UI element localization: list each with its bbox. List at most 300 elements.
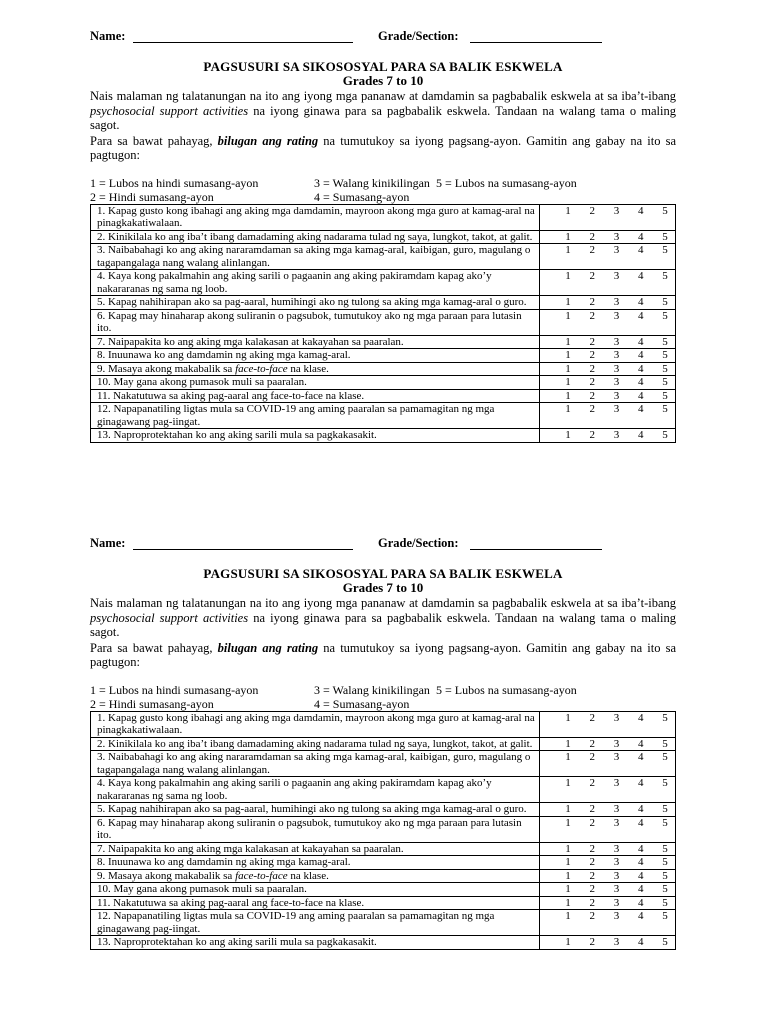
rating-scale-legend: [90, 176, 676, 204]
rating-options: [540, 897, 675, 910]
rating-cell: [540, 296, 676, 310]
table-row: [91, 816, 676, 842]
rating-cell: [540, 309, 676, 335]
scale-item-5: 5 = Lubos na sumasang-ayon: [436, 682, 577, 697]
rating-option-3[interactable]: 3: [613, 816, 620, 829]
rating-options: [540, 244, 675, 257]
statement-text: 13. Naproprotektahan ko ang aking sarili mula sa pagkakasakit.: [97, 429, 377, 441]
statement-text: 2. Kinikilala ko ang iba’t ibang damadaming aking nadarama tulad ng saya, lungkot, takot, at galit.: [97, 230, 533, 243]
rating-option-2[interactable]: 2: [589, 737, 595, 750]
statement-cell: [91, 896, 540, 910]
table-row: [91, 309, 676, 335]
rating-cell: [540, 869, 676, 883]
survey-table-body: [91, 711, 676, 949]
intro-paragraph: [90, 89, 676, 133]
rating-option-1[interactable]: 1: [565, 883, 571, 895]
statement-text: 3. Naibabahagi ko ang aking nararamdaman sa aking mga kamag-aral, kaibigan, guro, magulang o tagapangalaga nang walang alinlangan.: [97, 751, 531, 776]
statement-text: 4. Kaya kong pakalmahin ang aking sarili o pagaanin ang aking pakiramdam kapag ako’y nakararanas ng sama ng loob.: [97, 270, 492, 295]
rating-option-3[interactable]: 3: [613, 335, 620, 348]
rating-option-3[interactable]: 3: [613, 777, 620, 789]
statement-text: 7. Naipapakita ko ang aking mga kalakasan at kakayahan sa paaralan.: [97, 842, 404, 855]
rating-option-2[interactable]: 2: [589, 856, 595, 868]
statement-cell: [91, 230, 540, 244]
table-row: [91, 204, 676, 230]
statement-cell: [91, 751, 540, 777]
rating-option-5[interactable]: 5: [662, 403, 668, 415]
rating-option-3[interactable]: 3: [613, 349, 620, 361]
survey-table: [90, 711, 676, 950]
rating-options: [540, 843, 675, 856]
statement-cell: [91, 429, 540, 443]
statement-cell: [91, 335, 540, 349]
intro-text-end: na iyong ginawa para sa pagbabalik eskwela. Tandaan na walang tama o maling sagot.: [90, 610, 676, 639]
rating-options: [540, 751, 675, 764]
rating-option-5[interactable]: 5: [662, 869, 668, 882]
table-row: [91, 429, 676, 443]
rating-option-2[interactable]: 2: [589, 389, 595, 402]
rating-options: [540, 390, 675, 403]
rating-option-1[interactable]: 1: [565, 936, 571, 948]
rating-options: [540, 712, 675, 725]
rating-options: [540, 270, 675, 283]
rating-option-3[interactable]: 3: [613, 376, 620, 388]
rating-option-3[interactable]: 3: [613, 403, 620, 415]
statement-cell: [91, 869, 540, 883]
rating-option-1[interactable]: 1: [565, 896, 571, 909]
rating-option-4[interactable]: 4: [638, 816, 644, 829]
rating-option-4[interactable]: 4: [638, 204, 644, 217]
rating-options: [540, 403, 675, 416]
rating-option-2[interactable]: 2: [589, 896, 595, 909]
rating-option-3[interactable]: 3: [613, 429, 620, 441]
rating-option-2[interactable]: 2: [589, 296, 595, 308]
rating-option-2[interactable]: 2: [589, 270, 595, 282]
statement-cell: [91, 244, 540, 270]
table-row: [91, 230, 676, 244]
rating-options: [540, 803, 675, 816]
rating-option-2[interactable]: 2: [589, 936, 595, 948]
rating-option-2[interactable]: 2: [589, 869, 595, 882]
survey-table-body: [91, 204, 676, 442]
statement-text: na klase.: [287, 869, 329, 882]
rating-option-4[interactable]: 4: [638, 270, 644, 282]
rating-option-5[interactable]: 5: [662, 896, 668, 909]
rating-option-3[interactable]: 3: [613, 896, 620, 909]
rating-options: [540, 856, 675, 869]
statement-cell: [91, 403, 540, 429]
rating-option-3[interactable]: 3: [613, 230, 620, 243]
rating-option-1[interactable]: 1: [565, 429, 571, 441]
rating-option-1[interactable]: 1: [565, 842, 571, 855]
intro-text: Nais malaman ng talatanungan na ito ang iyong mga pananaw at damdamin sa pagbabalik eskwela at sa iba’t-ibang: [90, 596, 676, 610]
table-row: [91, 842, 676, 856]
table-row: [91, 244, 676, 270]
rating-option-1[interactable]: 1: [565, 910, 571, 922]
rating-option-1[interactable]: 1: [565, 270, 571, 282]
table-row: [91, 803, 676, 817]
rating-option-5[interactable]: 5: [662, 936, 668, 948]
rating-option-5[interactable]: 5: [662, 349, 668, 361]
form-title: PAGSUSURI SA SIKOSOSYAL PARA SA BALIK ESKWELA: [203, 59, 563, 74]
rating-option-5[interactable]: 5: [662, 296, 668, 308]
name-label: Name:: [90, 29, 126, 43]
rating-option-2[interactable]: 2: [589, 403, 595, 415]
grade-section-blank-line[interactable]: [470, 549, 602, 550]
rating-option-1[interactable]: 1: [565, 335, 571, 348]
statement-text: 7. Naipapakita ko ang aking mga kalakasan at kakayahan sa paaralan.: [97, 335, 404, 348]
scale-item-1: 1 = Lubos na hindi sumasang-ayon: [90, 682, 259, 697]
rating-option-2[interactable]: 2: [589, 309, 595, 322]
rating-option-1[interactable]: 1: [565, 869, 571, 882]
rating-option-5[interactable]: 5: [662, 204, 668, 217]
table-row: [91, 376, 676, 390]
scale-item-2: 2 = Hindi sumasang-ayon: [90, 189, 214, 204]
rating-option-4[interactable]: 4: [638, 389, 644, 402]
rating-option-4[interactable]: 4: [638, 737, 644, 750]
statement-text: 10. May gana akong pumasok muli sa paaralan.: [97, 883, 307, 895]
statement-cell: [91, 309, 540, 335]
rating-option-3[interactable]: 3: [613, 751, 620, 763]
rating-options: [540, 363, 675, 376]
rating-option-5[interactable]: 5: [662, 244, 668, 256]
rating-option-2[interactable]: 2: [589, 816, 595, 829]
rating-option-4[interactable]: 4: [638, 910, 644, 922]
table-row: [91, 737, 676, 751]
survey-table: [90, 204, 676, 443]
table-row: [91, 296, 676, 310]
rating-option-2[interactable]: 2: [589, 803, 595, 815]
statement-text: 2. Kinikilala ko ang iba’t ibang damadaming aking nadarama tulad ng saya, lungkot, takot, at galit.: [97, 737, 533, 750]
rating-cell: [540, 429, 676, 443]
table-row: [91, 362, 676, 376]
statement-cell: [91, 349, 540, 363]
statement-text: 5. Kapag nahihirapan ako sa pag-aaral, humihingi ako ng tulong sa aking mga kamag-aral o guro.: [97, 296, 527, 308]
rating-option-2[interactable]: 2: [589, 362, 595, 375]
rating-option-1[interactable]: 1: [565, 309, 571, 322]
statement-text: 1. Kapag gusto kong ibahagi ang aking mga damdamin, mayroon akong mga guro at kamag-aral na pinagkakatiwalaan.: [97, 204, 535, 229]
statement-cell: [91, 737, 540, 751]
statement-cell: [91, 936, 540, 950]
instruction-text-end: na tumutukoy sa iyong pagsang-ayon. Gamitin ang gabay na ito sa pagtugon:: [90, 133, 676, 162]
rating-option-4[interactable]: 4: [638, 883, 644, 895]
rating-cell: [540, 896, 676, 910]
statement-text: face-to-face: [235, 362, 288, 375]
rating-cell: [540, 777, 676, 803]
rating-option-5[interactable]: 5: [662, 842, 668, 855]
rating-option-5[interactable]: 5: [662, 737, 668, 750]
rating-cell: [540, 842, 676, 856]
scale-item-3: 3 = Walang kinikilingan: [314, 682, 430, 697]
rating-option-4[interactable]: 4: [638, 362, 644, 375]
rating-option-5[interactable]: 5: [662, 751, 668, 763]
rating-option-1[interactable]: 1: [565, 856, 571, 868]
rating-option-1[interactable]: 1: [565, 737, 571, 750]
statement-text: 11. Nakatutuwa sa aking pag-aaral ang face-to-face na klase.: [97, 896, 365, 909]
rating-option-5[interactable]: 5: [662, 816, 668, 829]
rating-option-5[interactable]: 5: [662, 230, 668, 243]
statement-cell: [91, 362, 540, 376]
rating-option-5[interactable]: 5: [662, 711, 668, 724]
rating-option-3[interactable]: 3: [613, 883, 620, 895]
statement-cell: [91, 389, 540, 403]
rating-option-2[interactable]: 2: [589, 842, 595, 855]
statement-text: 12. Napapanatiling ligtas mula sa COVID-19 ang aming paaralan sa pamamagitan ng mga ginagawang pag-iingat.: [97, 403, 495, 428]
rating-options: [540, 205, 675, 218]
rating-option-3[interactable]: 3: [613, 711, 620, 724]
rating-cell: [540, 883, 676, 897]
rating-options: [540, 936, 675, 949]
survey-form: [90, 29, 676, 443]
table-row: [91, 751, 676, 777]
table-row: [91, 883, 676, 897]
rating-option-4[interactable]: 4: [638, 751, 644, 763]
rating-option-4[interactable]: 4: [638, 842, 644, 855]
rating-cell: [540, 936, 676, 950]
instruction-paragraph: [90, 641, 676, 670]
rating-options: [540, 870, 675, 883]
rating-cell: [540, 389, 676, 403]
rating-option-1[interactable]: 1: [565, 389, 571, 402]
rating-options: [540, 336, 675, 349]
rating-option-3[interactable]: 3: [613, 803, 620, 815]
instruction-text-end: na tumutukoy sa iyong pagsang-ayon. Gamitin ang gabay na ito sa pagtugon:: [90, 640, 676, 669]
rating-option-4[interactable]: 4: [638, 803, 644, 815]
statement-text: 6. Kapag may hinaharap akong suliranin o pagsubok, tumutukoy ako ng mga paraan para lutasin ito.: [97, 309, 522, 334]
statement-cell: [91, 296, 540, 310]
rating-option-1[interactable]: 1: [565, 244, 571, 256]
rating-option-3[interactable]: 3: [613, 842, 620, 855]
statement-cell: [91, 803, 540, 817]
statement-text: 11. Nakatutuwa sa aking pag-aaral ang face-to-face na klase.: [97, 389, 365, 402]
rating-cell: [540, 803, 676, 817]
intro-text-end: na iyong ginawa para sa pagbabalik eskwela. Tandaan na walang tama o maling sagot.: [90, 103, 676, 132]
statement-text: 1. Kapag gusto kong ibahagi ang aking mga damdamin, mayroon akong mga guro at kamag-aral na pinagkakatiwalaan.: [97, 711, 535, 736]
rating-option-1[interactable]: 1: [565, 296, 571, 308]
intro-italic-text: psychosocial support activities: [90, 610, 249, 625]
rating-option-4[interactable]: 4: [638, 296, 644, 308]
student-info-line: [90, 29, 676, 47]
rating-option-5[interactable]: 5: [662, 910, 668, 922]
rating-cell: [540, 711, 676, 737]
student-info-line: [90, 536, 676, 554]
rating-option-4[interactable]: 4: [638, 403, 644, 415]
rating-option-4[interactable]: 4: [638, 349, 644, 361]
table-row: [91, 349, 676, 363]
table-row: [91, 910, 676, 936]
rating-option-4[interactable]: 4: [638, 936, 644, 948]
statement-text: 13. Naproprotektahan ko ang aking sarili mula sa pagkakasakit.: [97, 936, 377, 948]
instruction-emphasis: bilugan ang rating: [217, 640, 319, 655]
rating-option-5[interactable]: 5: [662, 429, 668, 441]
rating-option-1[interactable]: 1: [565, 816, 571, 829]
rating-option-5[interactable]: 5: [662, 856, 668, 868]
rating-option-4[interactable]: 4: [638, 376, 644, 388]
rating-cell: [540, 362, 676, 376]
rating-option-4[interactable]: 4: [638, 777, 644, 789]
rating-option-5[interactable]: 5: [662, 777, 668, 789]
rating-option-4[interactable]: 4: [638, 244, 644, 256]
statement-cell: [91, 204, 540, 230]
statement-text: 6. Kapag may hinaharap akong suliranin o pagsubok, tumutukoy ako ng mga paraan para lutasin ito.: [97, 816, 522, 841]
table-row: [91, 389, 676, 403]
rating-option-4[interactable]: 4: [638, 230, 644, 243]
rating-option-2[interactable]: 2: [589, 230, 595, 243]
rating-options: [540, 738, 675, 751]
name-blank-line[interactable]: [133, 549, 353, 550]
statement-cell: [91, 777, 540, 803]
statement-cell: [91, 816, 540, 842]
rating-options: [540, 310, 675, 323]
rating-options: [540, 777, 675, 790]
rating-options: [540, 883, 675, 896]
rating-option-2[interactable]: 2: [589, 910, 595, 922]
rating-option-2[interactable]: 2: [589, 204, 595, 217]
table-row: [91, 270, 676, 296]
form-title: PAGSUSURI SA SIKOSOSYAL PARA SA BALIK ESKWELA: [203, 566, 563, 581]
rating-option-4[interactable]: 4: [638, 429, 644, 441]
table-row: [91, 777, 676, 803]
table-row: [91, 936, 676, 950]
intro-text: Nais malaman ng talatanungan na ito ang iyong mga pananaw at damdamin sa pagbabalik eskwela at sa iba’t-ibang: [90, 89, 676, 103]
grade-section-label: Grade/Section:: [378, 536, 459, 550]
statement-text: 9. Masaya akong makabalik sa: [97, 869, 236, 882]
rating-cell: [540, 816, 676, 842]
statement-text: 9. Masaya akong makabalik sa: [97, 362, 236, 375]
rating-option-2[interactable]: 2: [589, 376, 595, 388]
rating-option-5[interactable]: 5: [662, 803, 668, 815]
statement-cell: [91, 883, 540, 897]
rating-option-5[interactable]: 5: [662, 335, 668, 348]
name-blank-line[interactable]: [133, 42, 353, 43]
table-row: [91, 856, 676, 870]
rating-option-1[interactable]: 1: [565, 230, 571, 243]
form-subtitle: Grades 7 to 10: [342, 580, 424, 595]
rating-option-4[interactable]: 4: [638, 335, 644, 348]
rating-options: [540, 376, 675, 389]
rating-option-5[interactable]: 5: [662, 376, 668, 388]
rating-option-3[interactable]: 3: [613, 204, 620, 217]
rating-option-1[interactable]: 1: [565, 362, 571, 375]
statement-text: 3. Naibabahagi ko ang aking nararamdaman sa aking mga kamag-aral, kaibigan, guro, magulang o tagapangalaga nang walang alinlangan.: [97, 244, 531, 269]
survey-form: [90, 536, 676, 950]
rating-option-1[interactable]: 1: [565, 204, 571, 217]
rating-option-2[interactable]: 2: [589, 335, 595, 348]
rating-cell: [540, 737, 676, 751]
scale-item-2: 2 = Hindi sumasang-ayon: [90, 696, 214, 711]
rating-option-1[interactable]: 1: [565, 711, 571, 724]
rating-cell: [540, 751, 676, 777]
scale-item-4: 4 = Sumasang-ayon: [314, 189, 410, 204]
grade-section-blank-line[interactable]: [470, 42, 602, 43]
table-row: [91, 335, 676, 349]
rating-cell: [540, 244, 676, 270]
intro-paragraph: [90, 596, 676, 640]
rating-option-5[interactable]: 5: [662, 270, 668, 282]
rating-option-3[interactable]: 3: [613, 910, 620, 922]
rating-option-2[interactable]: 2: [589, 777, 595, 789]
statement-cell: [91, 856, 540, 870]
rating-option-4[interactable]: 4: [638, 309, 644, 322]
statement-text: face-to-face: [235, 869, 288, 882]
form-subtitle: Grades 7 to 10: [342, 73, 424, 88]
rating-cell: [540, 204, 676, 230]
rating-option-3[interactable]: 3: [613, 362, 620, 375]
statement-cell: [91, 270, 540, 296]
scale-item-1: 1 = Lubos na hindi sumasang-ayon: [90, 175, 259, 190]
rating-option-1[interactable]: 1: [565, 751, 571, 763]
rating-option-3[interactable]: 3: [613, 309, 620, 322]
rating-option-1[interactable]: 1: [565, 803, 571, 815]
statement-text: 5. Kapag nahihirapan ako sa pag-aaral, humihingi ako ng tulong sa aking mga kamag-aral o guro.: [97, 803, 527, 815]
rating-cell: [540, 349, 676, 363]
rating-option-3[interactable]: 3: [613, 244, 620, 256]
scale-item-4: 4 = Sumasang-ayon: [314, 696, 410, 711]
rating-cell: [540, 910, 676, 936]
rating-option-3[interactable]: 3: [613, 296, 620, 308]
statement-text: 10. May gana akong pumasok muli sa paaralan.: [97, 376, 307, 388]
table-row: [91, 403, 676, 429]
rating-options: [540, 910, 675, 923]
rating-option-4[interactable]: 4: [638, 856, 644, 868]
rating-option-5[interactable]: 5: [662, 309, 668, 322]
rating-cell: [540, 856, 676, 870]
statement-text: 8. Inuunawa ko ang damdamin ng aking mga kamag-aral.: [97, 349, 351, 361]
rating-option-2[interactable]: 2: [589, 429, 595, 441]
statement-cell: [91, 842, 540, 856]
rating-option-1[interactable]: 1: [565, 349, 571, 361]
rating-option-3[interactable]: 3: [613, 270, 620, 282]
rating-option-4[interactable]: 4: [638, 869, 644, 882]
statement-text: 12. Napapanatiling ligtas mula sa COVID-19 ang aming paaralan sa pamamagitan ng mga ginagawang pag-iingat.: [97, 910, 495, 935]
statement-cell: [91, 376, 540, 390]
rating-options: [540, 817, 675, 830]
rating-option-2[interactable]: 2: [589, 711, 595, 724]
rating-option-1[interactable]: 1: [565, 777, 571, 789]
instruction-text: Para sa bawat pahayag,: [90, 133, 218, 148]
rating-option-1[interactable]: 1: [565, 403, 571, 415]
rating-option-2[interactable]: 2: [589, 883, 595, 895]
scale-item-3: 3 = Walang kinikilingan: [314, 175, 430, 190]
rating-option-2[interactable]: 2: [589, 244, 595, 256]
rating-option-3[interactable]: 3: [613, 737, 620, 750]
rating-option-4[interactable]: 4: [638, 711, 644, 724]
instruction-emphasis: bilugan ang rating: [217, 133, 319, 148]
rating-option-5[interactable]: 5: [662, 883, 668, 895]
rating-option-4[interactable]: 4: [638, 896, 644, 909]
rating-option-3[interactable]: 3: [613, 869, 620, 882]
rating-option-3[interactable]: 3: [613, 856, 620, 868]
statement-text: 4. Kaya kong pakalmahin ang aking sarili o pagaanin ang aking pakiramdam kapag ako’y nakararanas ng sama ng loob.: [97, 777, 492, 802]
rating-options: [540, 429, 675, 442]
rating-option-5[interactable]: 5: [662, 362, 668, 375]
rating-option-3[interactable]: 3: [613, 389, 620, 402]
rating-cell: [540, 230, 676, 244]
rating-cell: [540, 270, 676, 296]
rating-option-5[interactable]: 5: [662, 389, 668, 402]
scale-item-5: 5 = Lubos na sumasang-ayon: [436, 175, 577, 190]
intro-italic-text: psychosocial support activities: [90, 103, 249, 118]
table-row: [91, 869, 676, 883]
rating-cell: [540, 403, 676, 429]
table-row: [91, 711, 676, 737]
rating-option-3[interactable]: 3: [613, 936, 620, 948]
rating-option-2[interactable]: 2: [589, 349, 595, 361]
rating-option-1[interactable]: 1: [565, 376, 571, 388]
rating-options: [540, 231, 675, 244]
rating-cell: [540, 335, 676, 349]
grade-section-label: Grade/Section:: [378, 29, 459, 43]
rating-option-2[interactable]: 2: [589, 751, 595, 763]
